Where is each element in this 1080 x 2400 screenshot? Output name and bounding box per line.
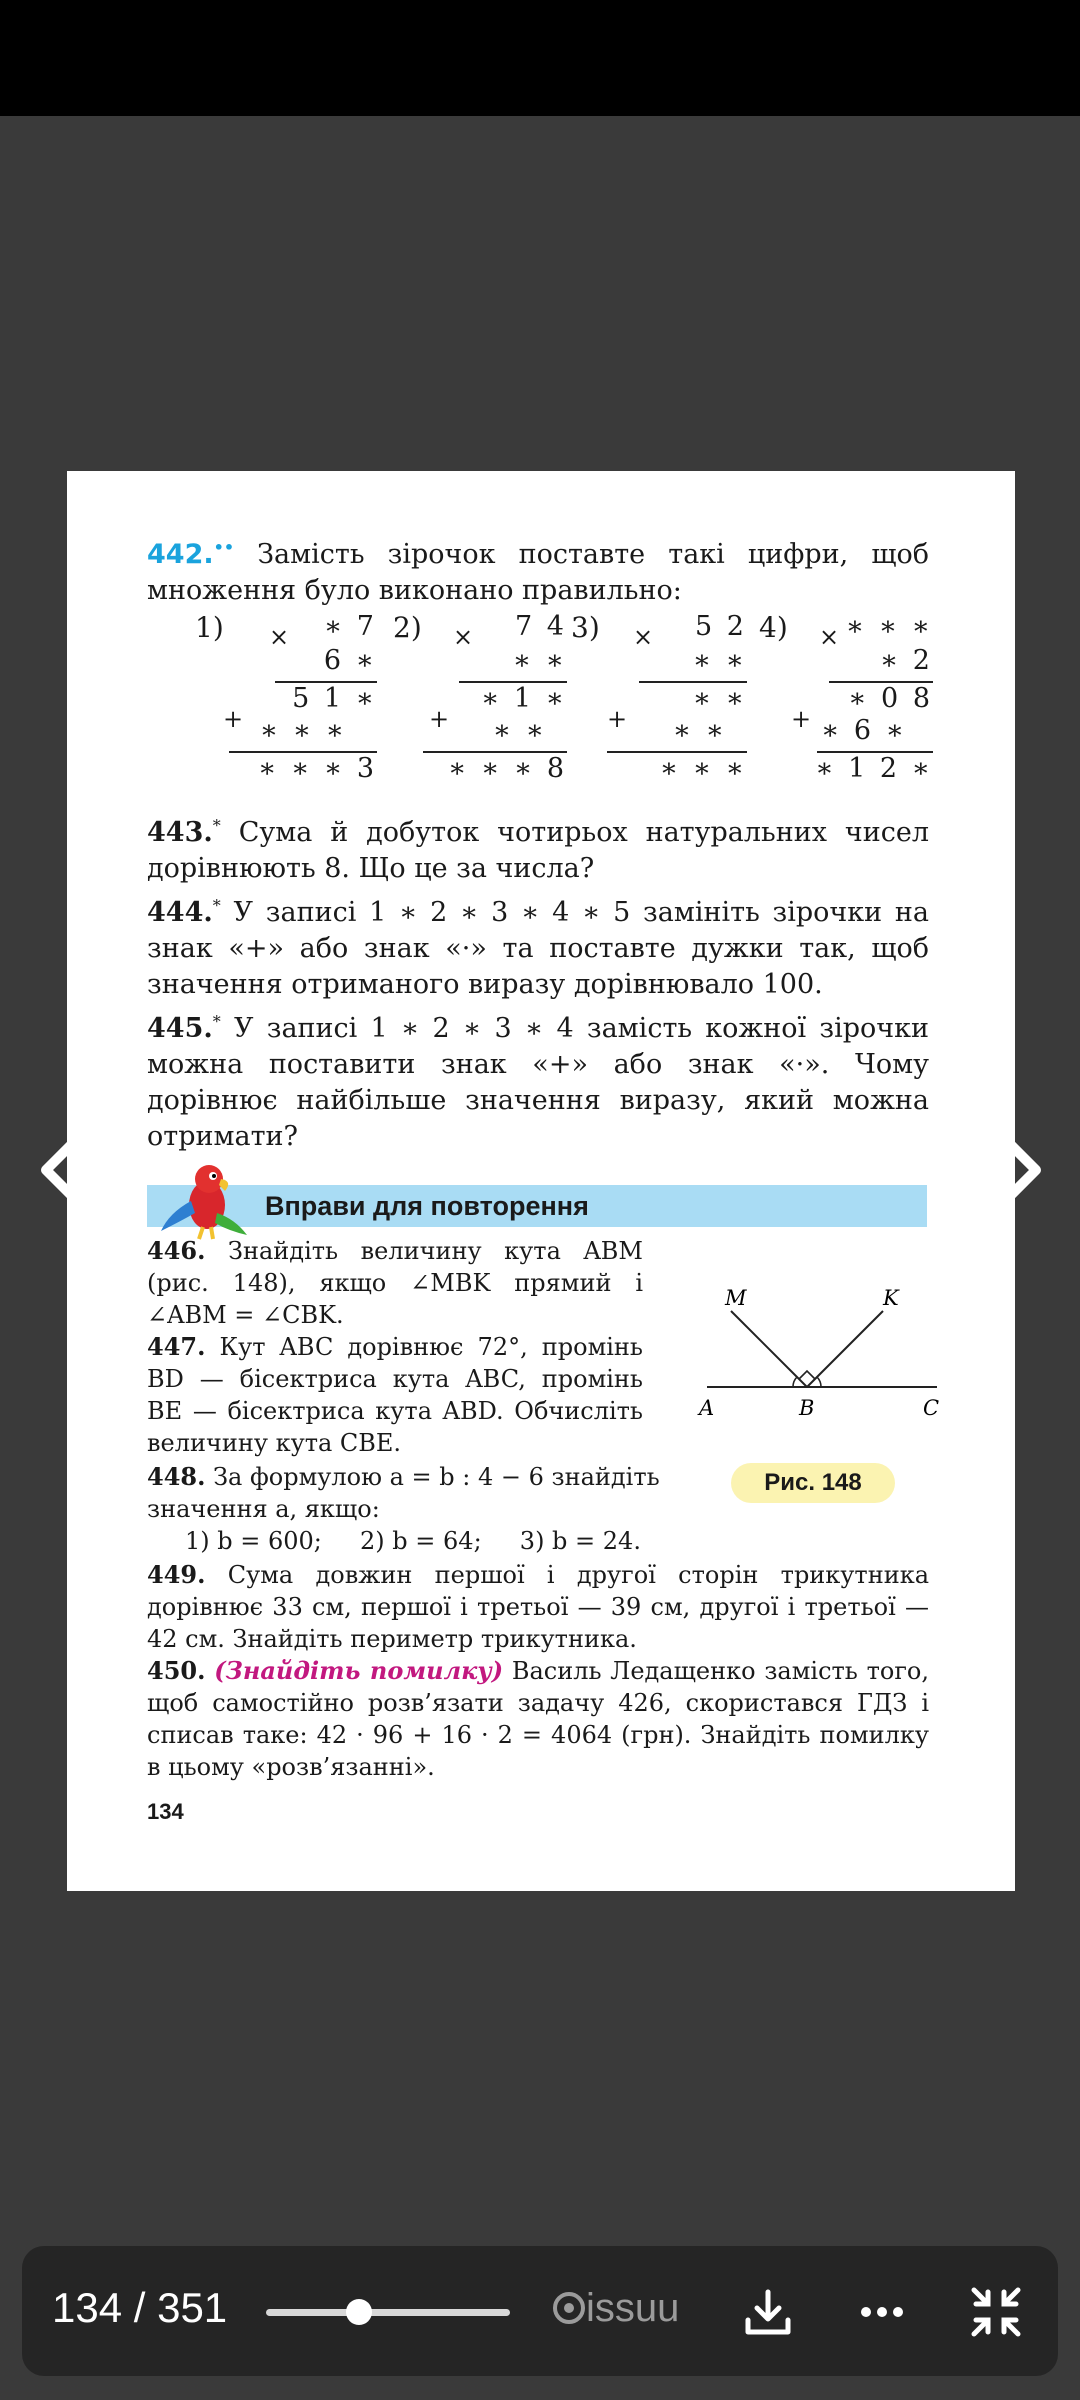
page-indicator: 134 / 351 — [52, 2284, 228, 2331]
issuu-logo — [552, 2286, 679, 2331]
brand-text: issuu — [586, 2286, 680, 2330]
times-sign: × — [269, 623, 290, 651]
exercise-text: У записі 1 ∗ 2 ∗ 3 ∗ 4 замість кожної зірочки можна поставити знак «+» або знак «·». Чому дорівнює найбільше значення виразу, який можна отримати? — [147, 1013, 929, 1152]
exercise-443 — [147, 815, 929, 887]
exercise-444 — [147, 895, 929, 1003]
times-sign: × — [819, 623, 840, 651]
download-button[interactable] — [740, 2284, 796, 2340]
puzzle-row: ∗ ∗ — [672, 715, 727, 746]
exercise-text: За формулою a = b : 4 − 6 знайдіть значення a, якщо: — [147, 1463, 660, 1523]
puzzle-row: ∗ ∗ — [692, 645, 747, 676]
multiplication-puzzles — [67, 611, 1015, 791]
section-title: Вправи для повторення — [265, 1191, 589, 1221]
exercise-number: 443. — [147, 817, 213, 848]
page-slider[interactable] — [266, 2309, 510, 2316]
viewer-toolbar — [22, 2246, 1058, 2376]
difficulty-mark: •• — [213, 538, 235, 557]
puzzle-row: ∗ ∗ ∗ — [845, 611, 933, 642]
exercise-number: 447. — [147, 1332, 206, 1361]
label-k: K — [883, 1286, 899, 1310]
label-a: A — [699, 1396, 715, 1420]
ray-bm — [731, 1311, 807, 1387]
exercise-number: 445. — [147, 1013, 213, 1044]
puzzle-row: ∗ ∗ ∗ 3 — [258, 753, 377, 784]
puzzle-row: ∗ ∗ ∗ — [259, 715, 347, 746]
puzzle-row: 6 ∗ — [323, 645, 377, 676]
label-m: M — [725, 1286, 747, 1310]
exercise-text: Кут ABC дорівнює 72°, промінь BD — бісектриса кута ABC, промінь BE — бісектриса кута ABD. Обчисліть величину кута CBE. — [147, 1333, 643, 1457]
angle-arc-left — [793, 1377, 797, 1387]
difficulty-mark: * — [212, 816, 221, 835]
puzzle-row: ∗ ∗ — [512, 645, 567, 676]
puzzle-label: 1) — [195, 611, 224, 644]
puzzle-row: ∗ ∗ — [692, 683, 747, 714]
puzzle-row: 7 4 — [515, 611, 567, 642]
puzzle-label: 4) — [759, 611, 788, 644]
collapse-icon — [968, 2284, 1024, 2340]
more-icon — [854, 2284, 910, 2340]
puzzle-row: 5 2 — [695, 611, 747, 642]
puzzle-row: ∗ ∗ — [492, 715, 547, 746]
exercise-number: 449. — [147, 1560, 206, 1589]
exercise-442 — [147, 537, 929, 609]
plus-sign: + — [223, 705, 244, 733]
exercise-text: Замість зірочок поставте такі цифри, щоб множення було виконано правильно: — [147, 539, 929, 606]
exercise-text: У записі 1 ∗ 2 ∗ 3 ∗ 4 ∗ 5 замініть зірочки на знак «+» або знак «·» та поставте дужки так, щоб значення отриманого виразу дорівнювало 100. — [147, 897, 929, 1000]
difficulty-mark: * — [212, 896, 221, 915]
puzzle-row: ∗ 6 ∗ — [820, 715, 907, 746]
section-banner — [147, 1185, 927, 1227]
times-sign: × — [453, 623, 474, 651]
exercise-text: Знайдіть величину кута ABM (рис. 148), якщо ∠MBK прямий і ∠ABM = ∠CBK. — [147, 1237, 643, 1329]
exercise-text: Василь Ледащенко замість того, щоб самостійно розв’язати задачу 426, скористався ГДЗ і списав таке: 42 · 96 + 16 · 2 = 4064 (грн). Знайдіть помилку в цьому «розв’язанні». — [147, 1657, 929, 1781]
next-page-button[interactable] — [990, 1130, 1050, 1210]
times-sign: × — [633, 623, 654, 651]
difficulty-mark: * — [212, 1012, 221, 1031]
exercise-447 — [147, 1331, 643, 1459]
exercise-number: 444. — [147, 897, 213, 928]
exercise-number: 448. — [147, 1462, 206, 1491]
exercise-number: 450. — [147, 1656, 206, 1685]
download-icon — [740, 2284, 796, 2340]
puzzle-row: ∗ ∗ ∗ — [659, 753, 747, 784]
exercise-number: 446. — [147, 1236, 206, 1265]
exercise-450 — [147, 1655, 929, 1783]
document-page — [67, 471, 1015, 1891]
puzzle-row: ∗ 7 — [323, 611, 377, 642]
figure-148 — [697, 1271, 947, 1421]
puzzle-row: ∗ 1 2 ∗ — [815, 753, 933, 784]
angle-arc-right — [817, 1377, 821, 1387]
issuu-logo-icon — [552, 2291, 586, 2325]
more-options-button[interactable] — [854, 2284, 910, 2340]
figure-caption: Рис. 148 — [731, 1463, 895, 1503]
page-number: 134 — [147, 1799, 184, 1824]
exercise-number: 442. — [147, 539, 214, 570]
exercise-text: Сума довжин першої і другої сторін трикутника дорівнює 33 см, першої і третьої — 39 см, другої і третьої — 42 см. Знайдіть периметр трикутника. — [147, 1561, 930, 1653]
find-error-tag: (Знайдіть помилку) — [214, 1656, 504, 1685]
exercise-445 — [147, 1011, 929, 1155]
label-b: B — [799, 1396, 815, 1420]
exercise-448-cases: 1) b = 600; 2) b = 64; 3) b = 24. — [185, 1527, 641, 1555]
ray-bk — [807, 1311, 883, 1387]
status-bar — [0, 0, 1080, 116]
plus-sign: + — [791, 705, 812, 733]
plus-sign: + — [607, 705, 628, 733]
parrot-icon — [155, 1161, 255, 1241]
puzzle-row: ∗ 1 ∗ — [480, 683, 567, 714]
puzzle-row: ∗ 2 — [879, 645, 933, 676]
exercise-446 — [147, 1235, 643, 1331]
puzzle-label: 3) — [571, 611, 600, 644]
plus-sign: + — [429, 705, 450, 733]
puzzle-row: ∗ 0 8 — [848, 683, 933, 714]
puzzle-row: 5 1 ∗ — [292, 683, 377, 714]
chevron-right-icon — [990, 1130, 1050, 1210]
exercise-448 — [147, 1461, 687, 1525]
page-slider-thumb[interactable] — [346, 2299, 372, 2325]
puzzle-row: ∗ ∗ ∗ 8 — [448, 753, 567, 784]
exit-fullscreen-button[interactable] — [968, 2284, 1024, 2340]
right-angle-mark — [799, 1371, 815, 1379]
puzzle-label: 2) — [393, 611, 422, 644]
exercise-449 — [147, 1559, 929, 1655]
label-c: C — [923, 1396, 940, 1420]
exercise-text: Сума й добуток чотирьох натуральних чисел дорівнюють 8. Що це за числа? — [147, 817, 929, 884]
